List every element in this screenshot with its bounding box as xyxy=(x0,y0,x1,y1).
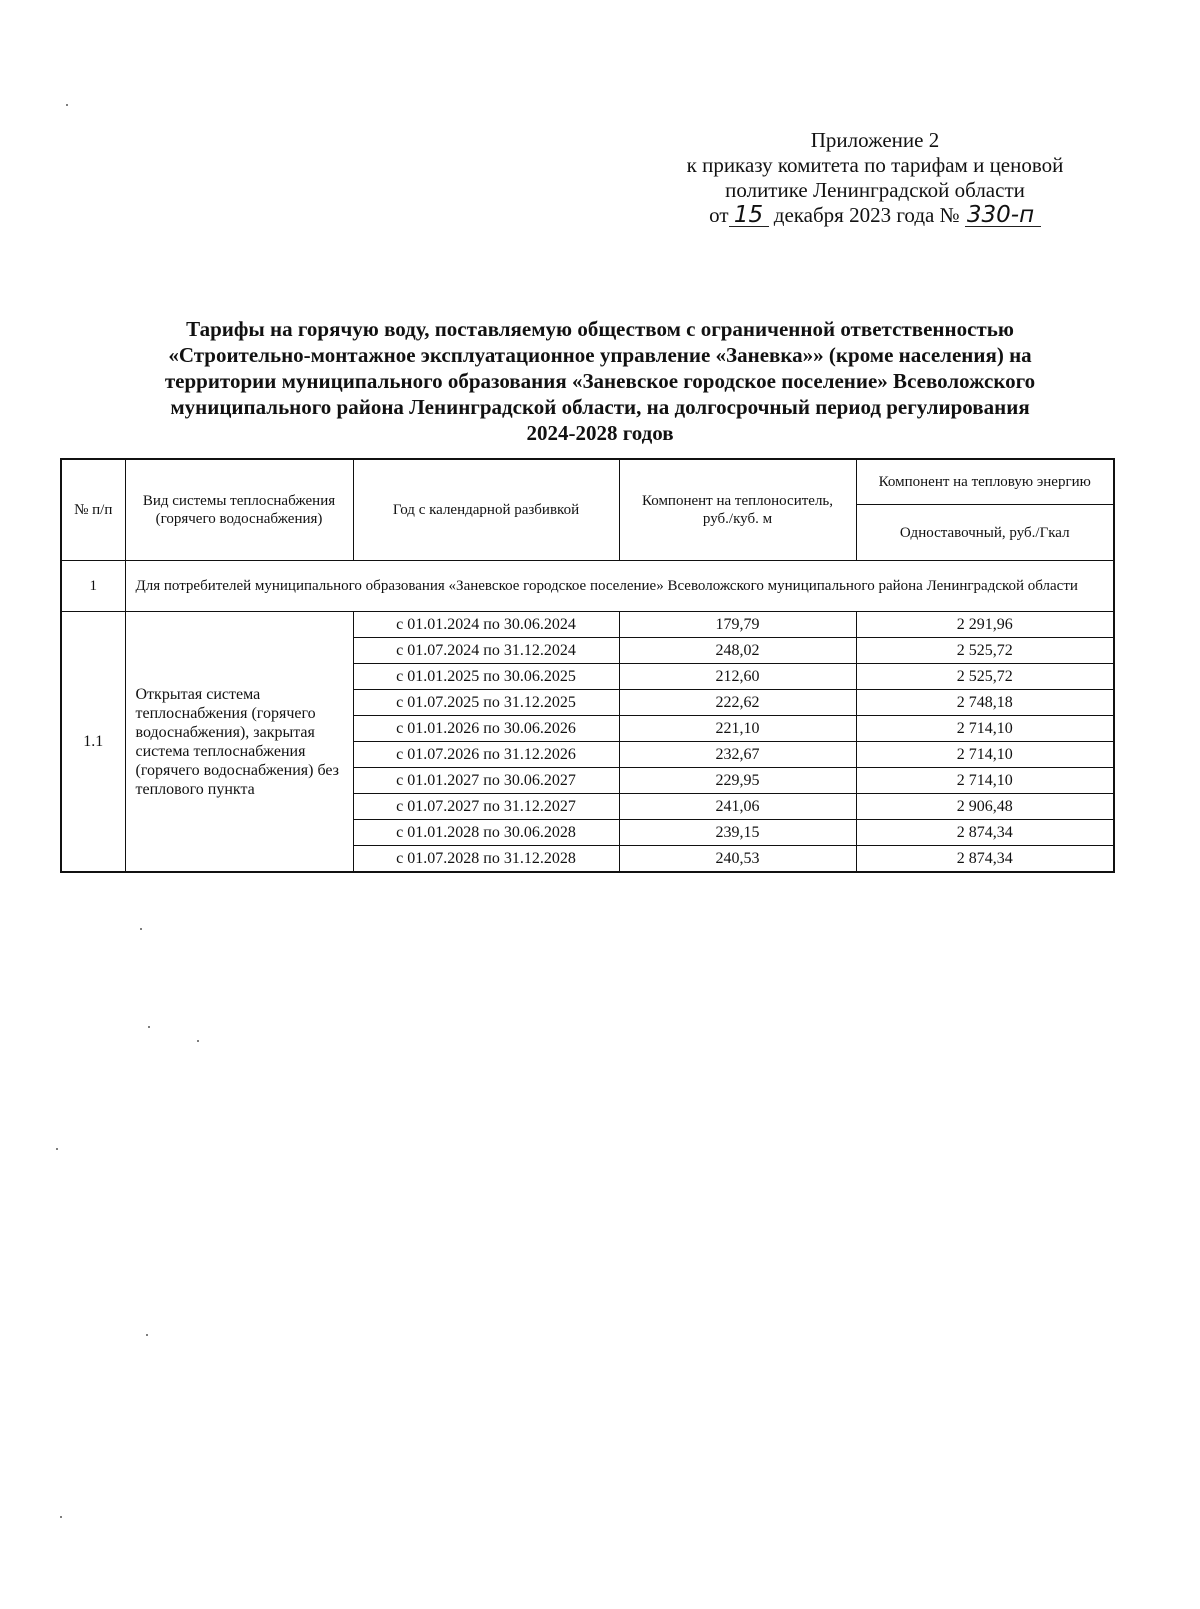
handwritten-day: 15 xyxy=(729,204,769,227)
section-num: 1 xyxy=(61,561,125,612)
row-period: с 01.07.2024 по 31.12.2024 xyxy=(353,638,619,664)
row-period: с 01.07.2025 по 31.12.2025 xyxy=(353,690,619,716)
row-energy: 2 874,34 xyxy=(856,846,1114,873)
group-system: Открытая система теплоснабжения (горячего водоснабжения), закрытая система теплоснабжения (горячего водоснабжения) без теплового пункта xyxy=(125,612,353,873)
row-carrier: 239,15 xyxy=(619,820,856,846)
row-energy: 2 714,10 xyxy=(856,742,1114,768)
title-line-5: 2024-2028 годов xyxy=(526,421,674,445)
row-energy: 2 714,10 xyxy=(856,768,1114,794)
row-energy: 2 525,72 xyxy=(856,638,1114,664)
appendix-header xyxy=(640,128,1110,228)
section-text: Для потребителей муниципального образования «Заневское городское поселение» Всеволожского муниципального района Ленинградской области xyxy=(125,561,1114,612)
scan-speck xyxy=(197,1040,199,1042)
header-system: Вид системы теплоснабжения (горячего водоснабжения) xyxy=(125,459,353,561)
header-year: Год с календарной разбивкой xyxy=(353,459,619,561)
scan-speck xyxy=(146,1334,148,1336)
document-title xyxy=(85,316,1115,446)
tariff-table xyxy=(60,458,1115,873)
handwritten-order-number: 330-п xyxy=(965,204,1041,227)
row-carrier: 229,95 xyxy=(619,768,856,794)
appendix-title: Приложение 2 xyxy=(810,128,940,152)
title-line-3: территории муниципального образования «Заневское городское поселение» Всеволожского xyxy=(164,369,1036,393)
title-line-1: Тарифы на горячую воду, поставляемую обществом с ограниченной ответственностью xyxy=(186,317,1014,341)
header-num: № п/п xyxy=(61,459,125,561)
scan-speck xyxy=(60,1516,62,1518)
table-header-row xyxy=(61,459,1114,505)
row-carrier: 240,53 xyxy=(619,846,856,873)
row-carrier: 241,06 xyxy=(619,794,856,820)
date-prefix: от xyxy=(709,203,729,227)
header-energy-sub: Одноставочный, руб./Гкал xyxy=(856,505,1114,561)
row-period: с 01.07.2027 по 31.12.2027 xyxy=(353,794,619,820)
row-period: с 01.01.2028 по 30.06.2028 xyxy=(353,820,619,846)
row-carrier: 248,02 xyxy=(619,638,856,664)
header-carrier: Компонент на теплоноситель, руб./куб. м xyxy=(619,459,856,561)
row-period: с 01.01.2027 по 30.06.2027 xyxy=(353,768,619,794)
row-carrier: 212,60 xyxy=(619,664,856,690)
scan-speck xyxy=(56,1148,58,1150)
row-period: с 01.01.2026 по 30.06.2026 xyxy=(353,716,619,742)
row-carrier: 222,62 xyxy=(619,690,856,716)
appendix-date-line xyxy=(640,203,1110,228)
row-energy: 2 874,34 xyxy=(856,820,1114,846)
section-row xyxy=(61,561,1114,612)
row-energy: 2 714,10 xyxy=(856,716,1114,742)
row-energy: 2 748,18 xyxy=(856,690,1114,716)
row-energy: 2 906,48 xyxy=(856,794,1114,820)
appendix-line-2: к приказу комитета по тарифам и ценовой xyxy=(686,153,1064,177)
row-period: с 01.07.2028 по 31.12.2028 xyxy=(353,846,619,873)
title-line-2: «Строительно-монтажное эксплуатационное управление «Заневка»» (кроме населения) на xyxy=(168,343,1032,367)
scan-speck xyxy=(66,104,68,106)
appendix-line-3: политике Ленинградской области xyxy=(725,178,1025,202)
scan-speck xyxy=(140,928,142,930)
row-period: с 01.07.2026 по 31.12.2026 xyxy=(353,742,619,768)
row-period: с 01.01.2025 по 30.06.2025 xyxy=(353,664,619,690)
date-middle: декабря 2023 года № xyxy=(773,203,960,227)
table-row xyxy=(61,612,1114,638)
row-energy: 2 291,96 xyxy=(856,612,1114,638)
row-carrier: 232,67 xyxy=(619,742,856,768)
row-carrier: 179,79 xyxy=(619,612,856,638)
scan-speck xyxy=(148,1026,150,1028)
group-num: 1.1 xyxy=(61,612,125,873)
title-line-4: муниципального района Ленинградской области, на долгосрочный период регулирования xyxy=(170,395,1030,419)
row-period: с 01.01.2024 по 30.06.2024 xyxy=(353,612,619,638)
row-carrier: 221,10 xyxy=(619,716,856,742)
header-energy: Компонент на тепловую энергию xyxy=(856,459,1114,505)
row-energy: 2 525,72 xyxy=(856,664,1114,690)
